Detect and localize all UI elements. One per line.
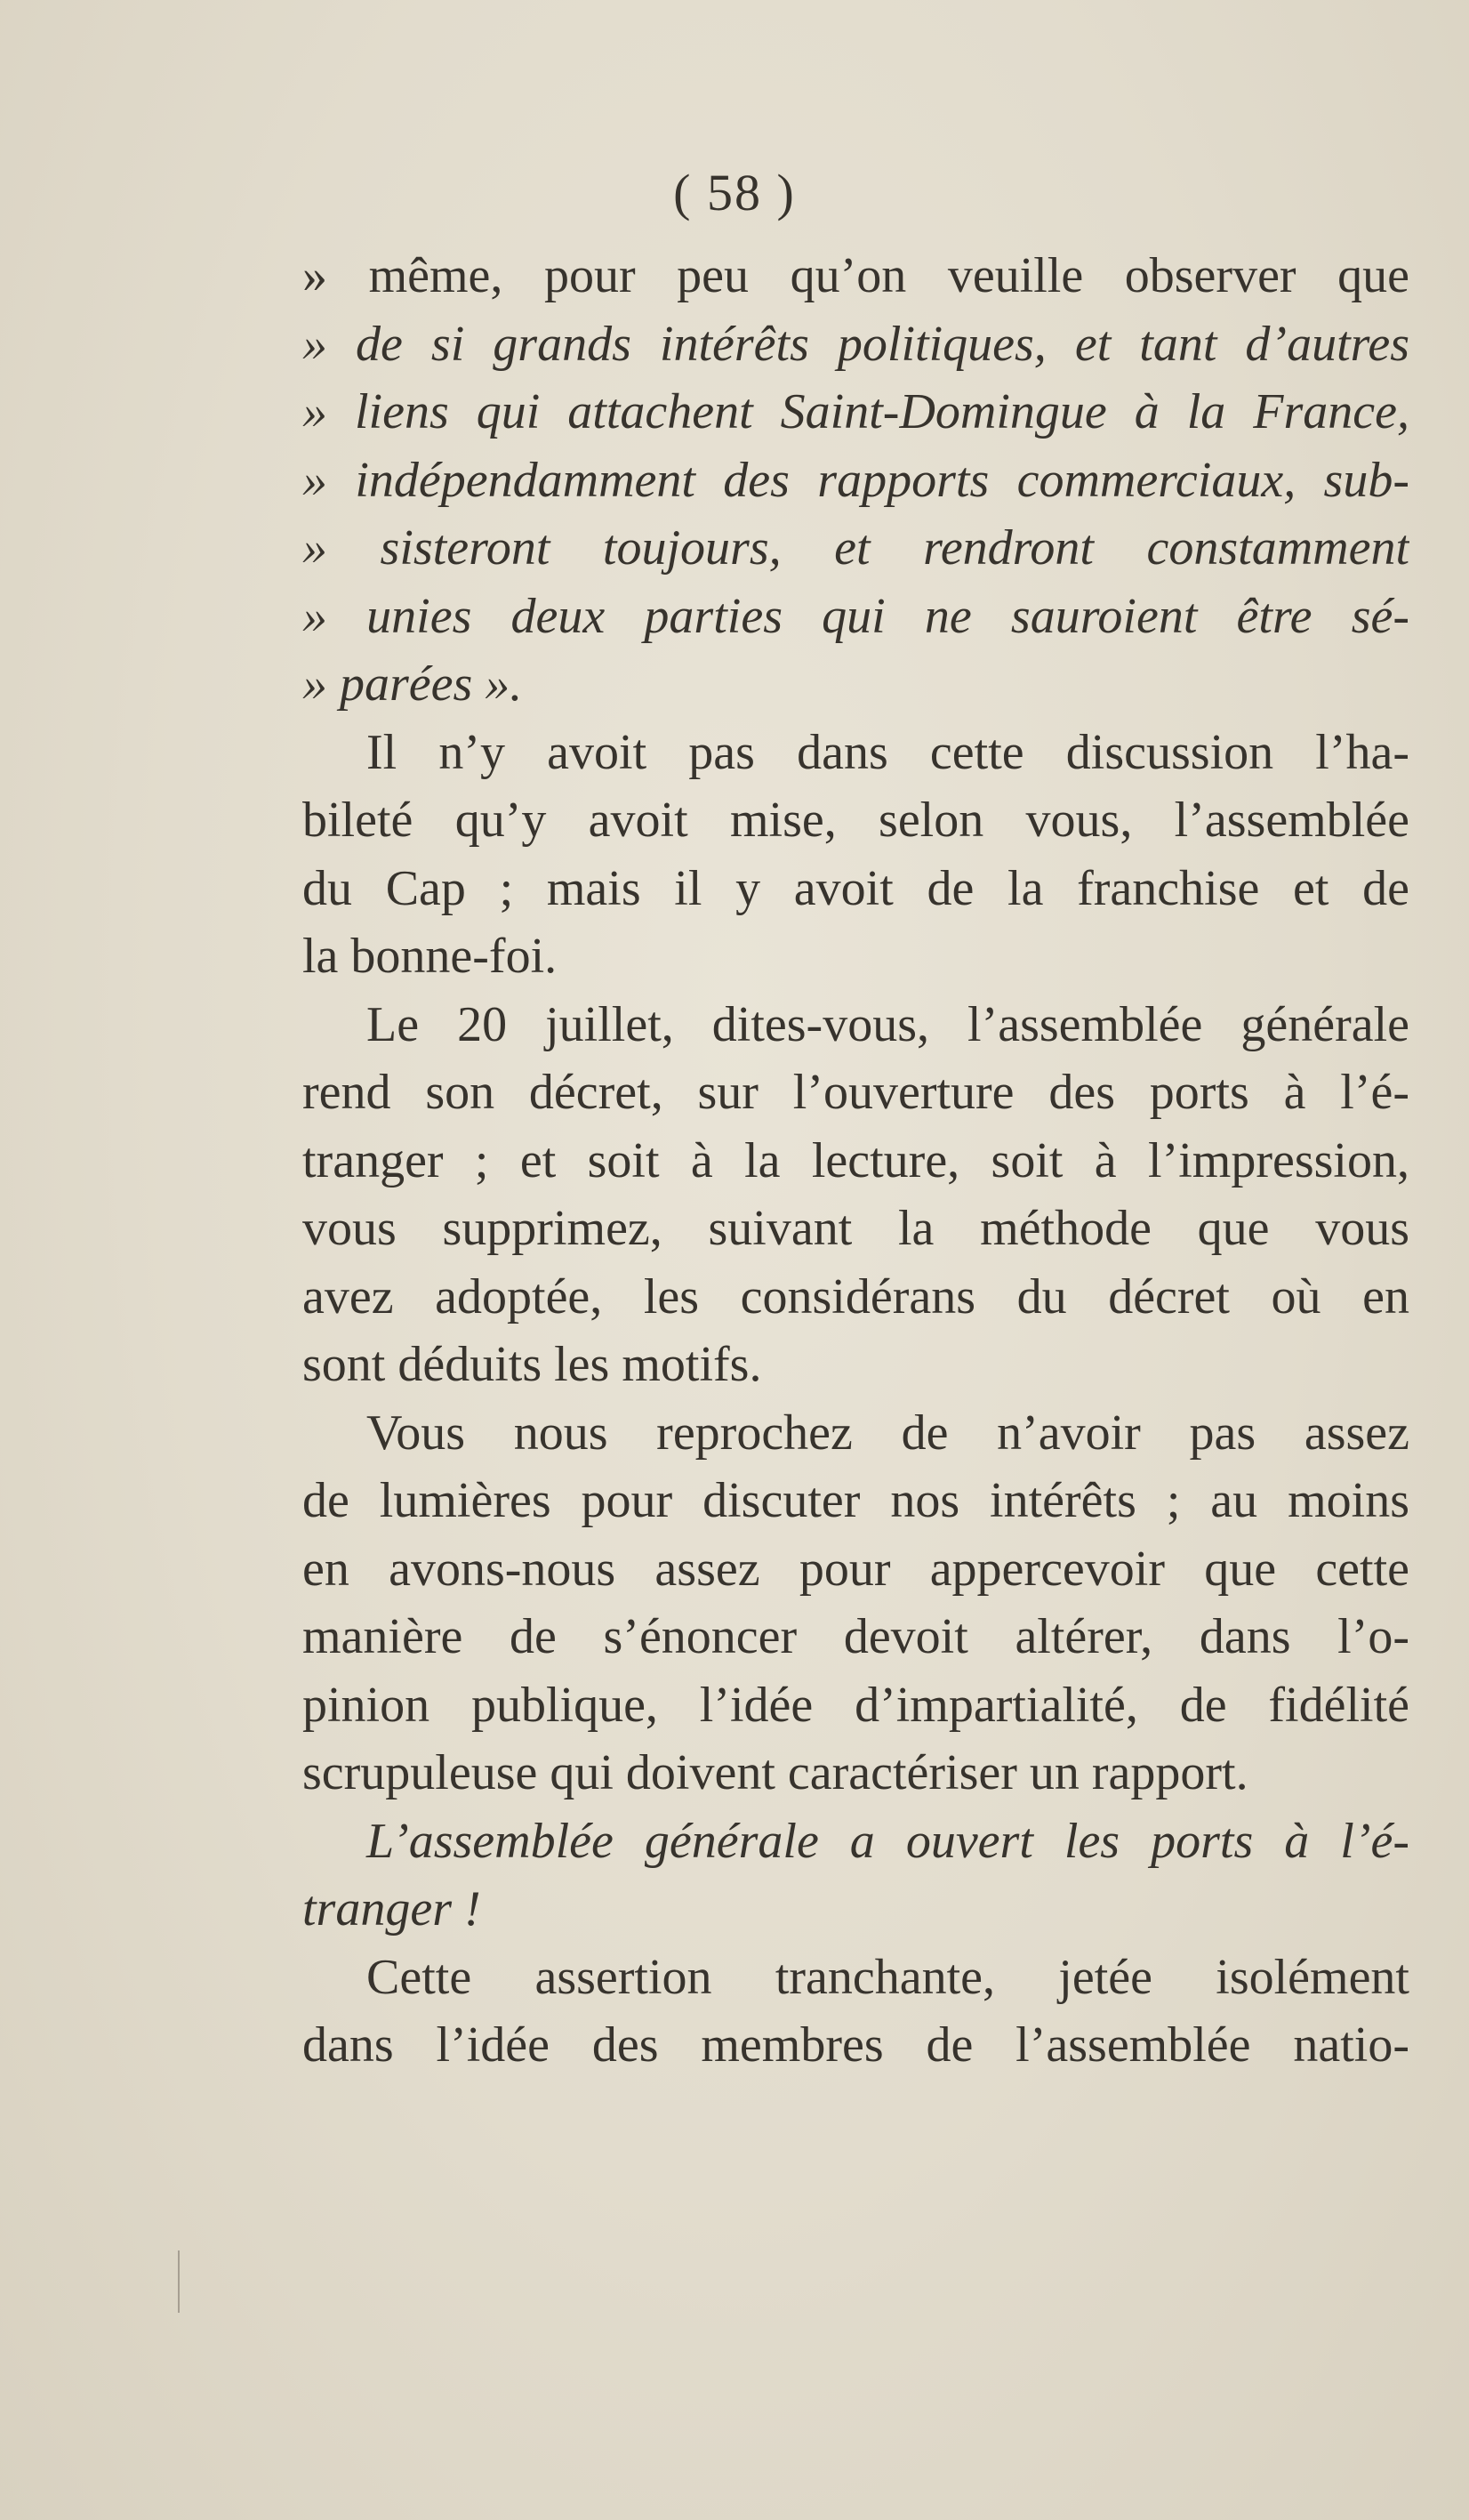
- paragraph-first-line: Cette assertion tranchante, jetée isolément: [366, 1949, 1409, 2005]
- text-line: de lumières pour discuter nos intérêts ; au moins: [302, 1473, 1409, 1528]
- text-line: » unies deux parties qui ne sauroient être sé-: [302, 588, 1409, 644]
- paragraph-first-line: L’assemblée générale a ouvert les ports à l’é-: [366, 1813, 1409, 1869]
- text-line: » de si grands intérêts politiques, et tant d’autres: [302, 316, 1409, 372]
- text-line: » sisteront toujours, et rendront constamment: [302, 520, 1409, 576]
- text-line: avez adoptée, les considérans du décret où en: [302, 1268, 1409, 1324]
- paragraph-first-line: Il n’y avoit pas dans cette discussion l’ha-: [366, 724, 1409, 780]
- text-line: du Cap ; mais il y avoit de la franchise et de: [302, 860, 1409, 916]
- text-line: » même, pour peu qu’on veuille observer que: [302, 248, 1409, 303]
- text-line: pinion publique, l’idée d’impartialité, de fidélité: [302, 1677, 1409, 1733]
- body-text: [302, 242, 1409, 2080]
- text-line: » parées ».: [302, 656, 523, 712]
- paragraph-first-line: Le 20 juillet, dites-vous, l’assemblée générale: [366, 996, 1409, 1052]
- paragraph-first-line: Vous nous reprochez de n’avoir pas assez: [366, 1405, 1409, 1461]
- page-number: ( 58 ): [673, 164, 796, 221]
- text-line: » liens qui attachent Saint-Domingue à la France,: [302, 384, 1409, 439]
- text-line: manière de s’énoncer devoit altérer, dans l’o-: [302, 1609, 1409, 1664]
- margin-mark: [178, 2250, 180, 2313]
- text-line: bileté qu’y avoit mise, selon vous, l’assemblée: [302, 793, 1409, 848]
- text-line: dans l’idée des membres de l’assemblée natio-: [302, 2017, 1409, 2073]
- text-line: scrupuleuse qui doivent caractériser un rapport.: [302, 1745, 1248, 1800]
- text-line: tranger !: [302, 1881, 481, 1936]
- text-line: tranger ; et soit à la lecture, soit à l’impression,: [302, 1132, 1409, 1188]
- text-line: rend son décret, sur l’ouverture des ports à l’é-: [302, 1065, 1409, 1120]
- text-line: sont déduits les motifs.: [302, 1337, 762, 1392]
- text-line: la bonne-foi.: [302, 929, 558, 984]
- text-line: vous supprimez, suivant la méthode que vous: [302, 1201, 1409, 1256]
- text-line: » indépendamment des rapports commerciaux, sub-: [302, 452, 1409, 508]
- text-line: en avons-nous assez pour appercevoir que cette: [302, 1541, 1409, 1597]
